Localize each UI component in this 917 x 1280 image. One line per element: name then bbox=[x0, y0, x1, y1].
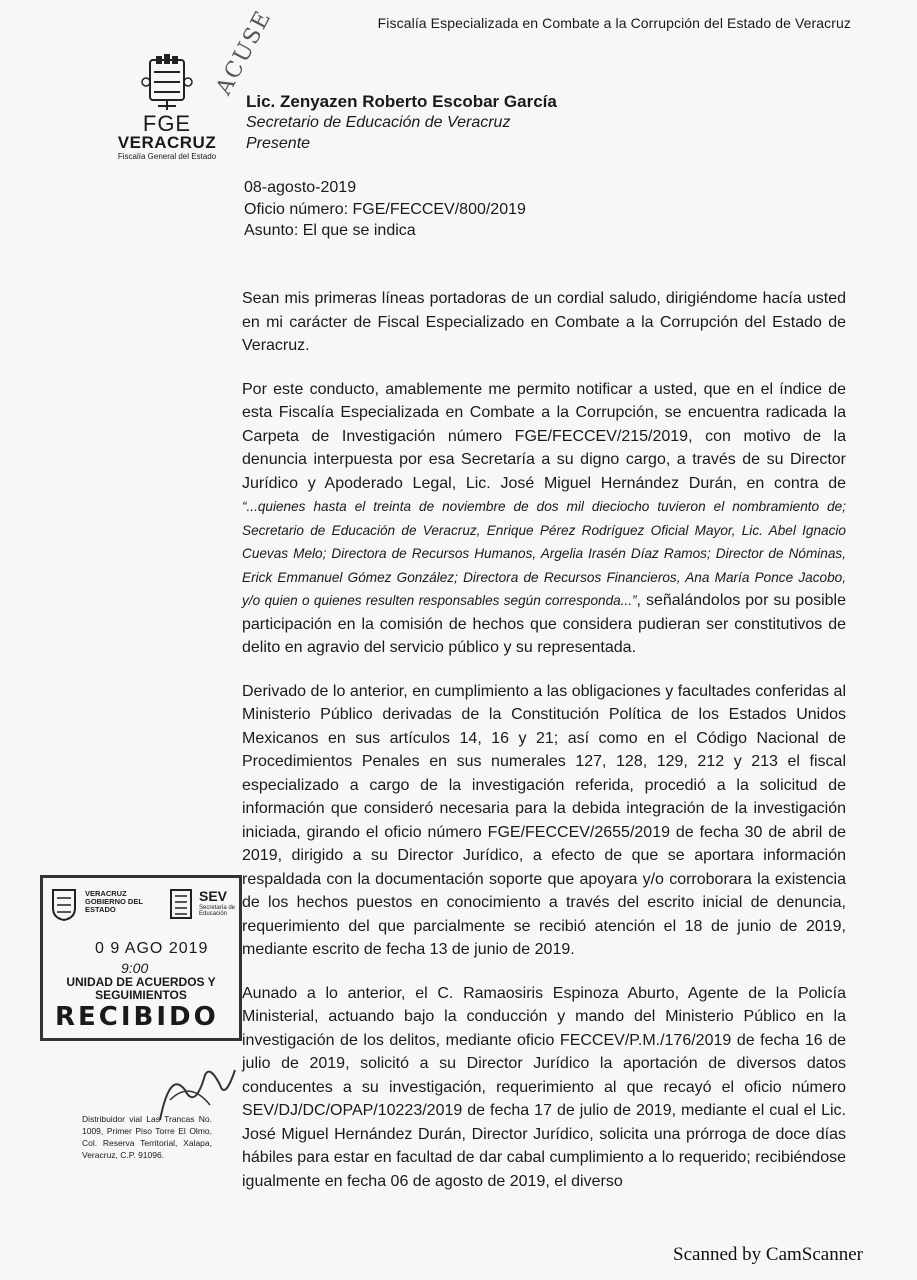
stamp-handwritten-time: 9:00 bbox=[121, 960, 149, 976]
paragraph-2-end: , señalándolos por su posible participación en la comisión de hechos que considera pudieran ser constitutivos de delito en agravio del servicio público y su representada. bbox=[242, 592, 846, 656]
address-block: Distribuidor vial Las Trancas No. 1009, Primer Piso Torre El Olmo, Col. Reserva Territorial, Xalapa, Veracruz, C.P. 91096. bbox=[82, 1114, 212, 1160]
recipient-position: Secretario de Educación de Veracruz bbox=[246, 114, 511, 131]
paragraph-1: Sean mis primeras líneas portadoras de un cordial saludo, dirigiéndome hacía usted en mi carácter de Fiscal Especializado en Combate a la Corrupción del Estado de Veracruz. bbox=[242, 290, 846, 354]
page-header: Fiscalía Especializada en Combate a la Corrupción del Estado de Veracruz bbox=[377, 15, 851, 31]
stamp-sev: SEV bbox=[199, 888, 228, 904]
stamp-sev-sub: Secretaría de Educación bbox=[199, 905, 236, 917]
fge-logo bbox=[112, 52, 222, 162]
stamp-recibido: RECIBIDO bbox=[55, 1002, 219, 1032]
handwritten-acuse: ACUSE bbox=[211, 5, 277, 100]
paragraph-3: Derivado de lo anterior, en cumplimiento a las obligaciones y facultades conferidas al Ministerio Público derivadas de la Constitución Política de los Estados Unidos Mexicanos en sus artículos 14, 16 y 21; así como en el Código Nacional de Procedimientos Penales en sus numerales 127, 128, 129, 212 y 213 el fiscal especializado a cargo de la investigación referida, procedió a la solicitud de información que consideró necesaria para la debida integración de la investigación iniciada, girando el oficio número FGE/FECCEV/2655/2019 de fecha 30 de abril de 2019, dirigido a su Director Jurídico, a efecto de que se aportara información respaldada con la documentación soporte que apoyara y/o corroborara la existencia de los hechos puestos en conocimiento a través del escrito inicial de denuncia, requerimiento del que parcialmente se recibió atención el 18 de junio de 2019, mediante escrito de fecha 13 de junio de 2019. bbox=[242, 682, 846, 958]
logo-veracruz: VERACRUZ bbox=[117, 133, 217, 152]
recipient-name: Lic. Zenyazen Roberto Escobar García bbox=[246, 92, 557, 111]
recipient-presente: Presente bbox=[246, 135, 311, 152]
logo-fge: FGE bbox=[142, 111, 192, 136]
asunto: Asunto: El que se indica bbox=[244, 222, 416, 239]
sev-emblem-icon bbox=[169, 888, 193, 920]
recipient-block bbox=[246, 91, 557, 154]
paragraph-2 bbox=[242, 378, 846, 660]
logo-subtitle: Fiscalía General del Estado bbox=[117, 152, 217, 161]
paragraph-2-start: Por este conducto, amablemente me permito notificar a usted, que en el índice de esta Fiscalía Especializada en Combate a la Corrupción, se encuentra radicada la Carpeta de Investigación número FGE/FECCEV/215/2019, con motivo de la denuncia interpuesta por esa Secretaría a su digno cargo, a través de su Director Jurídico y Apoderado Legal, Lic. José Miguel Hernández Durán, en contra de bbox=[242, 380, 846, 492]
oficio-number: Oficio número: FGE/FECCEV/800/2019 bbox=[244, 200, 526, 218]
letter-date: 08-agosto-2019 bbox=[244, 179, 357, 196]
paragraph-4: Aunado a lo anterior, el C. Ramaosiris Espinoza Aburto, Agente de la Policía Ministerial, actuando bajo la conducción y mando del Ministerio Público en la investigación de los delitos, mediante oficio FECCEV/P.M./176/2019 de fecha 16 de julio de 2019, solicitó a su Director Jurídico la aportación de diversos datos conducentes a su investigación, requerimiento al que recayó el oficio número SEV/DJ/DC/OPAP/10223/2019 de fecha 17 de julio de 2019, mediante el cual el Lic. José Miguel Hernández Durán, Director Jurídico, solicita una prórroga de doce días hábiles para estar en facultad de dar cabal cumplimiento a lo requerido; recibiéndose igualmente en fecha 06 de agosto de 2019, el diverso bbox=[242, 984, 846, 1190]
received-stamp bbox=[40, 875, 242, 1041]
letter-meta bbox=[244, 177, 526, 242]
scanner-watermark: Scanned by CamScanner bbox=[673, 1244, 863, 1265]
stamp-gobierno: VERACRUZ GOBIERNO DEL ESTADO bbox=[85, 889, 143, 914]
coat-of-arms-icon bbox=[140, 52, 194, 112]
stamp-unit: UNIDAD DE ACUERDOS Y SEGUIMIENTOS bbox=[66, 975, 216, 1002]
stamp-date: 0 9 AGO 2019 bbox=[95, 940, 209, 957]
letter-body bbox=[242, 287, 846, 1213]
state-shield-icon bbox=[51, 888, 77, 922]
paragraph-2-quote: “...quienes hasta el treinta de noviembre de dos mil dieciocho tuvieron el nombramiento de; Secretario de Educación de Veracruz, Enrique Pérez Rodríguez Oficial Mayor, Lic. Abel Ignacio Cuevas Melo; Directora de Recursos Humanos, Argelia Irasén Díaz Ramos; Director de Nóminas, Erick Emmanuel Gómez González; Directora de Recursos Financieros, Ana María Ponce Jacobo, y/o quien o quienes resulten responsables según corresponda...” bbox=[242, 499, 846, 608]
stamp-header bbox=[49, 886, 236, 926]
